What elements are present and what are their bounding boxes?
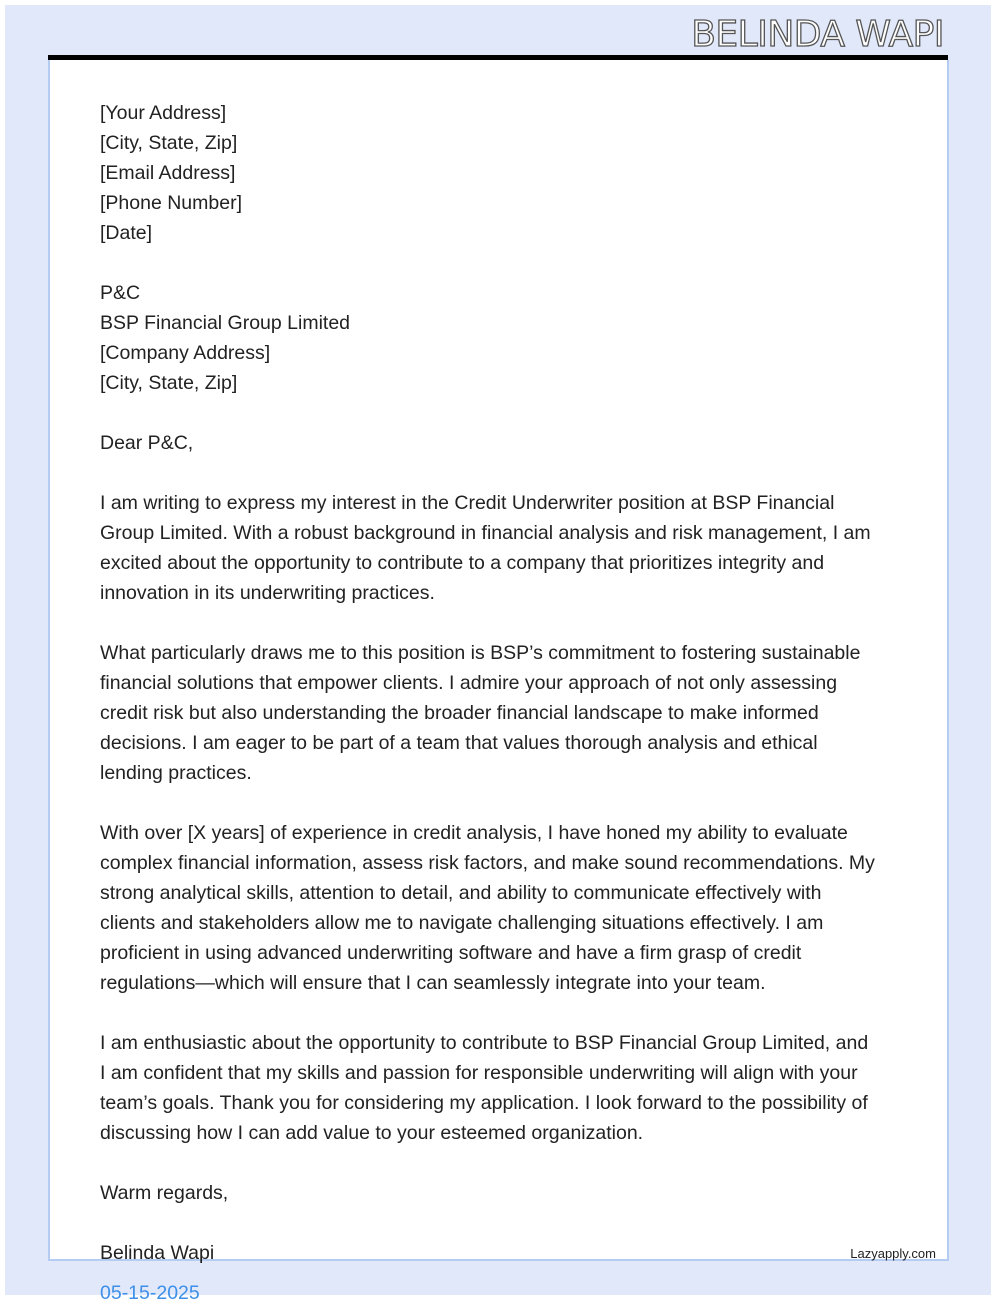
paragraph-line: lending practices.: [100, 762, 252, 784]
paragraph-line: I am enthusiastic about the opportunity to contribute to BSP Financial Group Limited, and: [100, 1032, 869, 1054]
paragraph-4: [100, 1028, 875, 1148]
paragraph-line: clients and stakeholders allow me to navigate challenging situations effectively. I am: [100, 912, 824, 934]
paragraph-line: regulations—which will ensure that I can seamlessly integrate into your team.: [100, 972, 766, 994]
sender-line: [Date]: [100, 222, 153, 244]
paragraph-line: financial solutions that empower clients. I admire your approach of not only assessing: [100, 672, 838, 694]
sender-line: [Email Address]: [100, 162, 236, 184]
recipient-line: P&C: [100, 282, 141, 304]
recipient-line: [Company Address]: [100, 342, 271, 364]
signature: Belinda Wapi: [100, 1242, 215, 1264]
closing: Warm regards,: [100, 1182, 229, 1204]
paragraph-line: innovation in its underwriting practices.: [100, 582, 435, 604]
sender-block: [100, 98, 875, 248]
letter-body: [100, 98, 875, 1268]
paragraph-line: team’s goals. Thank you for considering my application. I look forward to the possibility of: [100, 1092, 868, 1114]
recipient-line: [City, State, Zip]: [100, 372, 238, 394]
paragraph-line: decisions. I am eager to be part of a team that values thorough analysis and ethical: [100, 732, 818, 754]
sender-line: [Phone Number]: [100, 192, 242, 214]
paragraph-line: proficient in using advanced underwriting software and have a firm grasp of credit: [100, 942, 802, 964]
paragraph-line: With over [X years] of experience in credit analysis, I have honed my ability to evaluate: [100, 822, 848, 844]
paragraph-line: Group Limited. With a robust background in financial analysis and risk management, I am: [100, 522, 871, 544]
paragraph-line: excited about the opportunity to contribute to a company that prioritizes integrity and: [100, 552, 825, 574]
footer-brand: Lazyapply.com: [850, 1246, 936, 1261]
header-name: BELINDA WAPI: [691, 14, 944, 55]
paragraph-line: discussing how I can add value to your esteemed organization.: [100, 1122, 644, 1144]
paragraph-line: I am writing to express my interest in the Credit Underwriter position at BSP Financial: [100, 492, 835, 514]
sender-line: [Your Address]: [100, 102, 227, 124]
letter-date: 05-15-2025: [100, 1282, 200, 1304]
paragraph-3: [100, 818, 875, 998]
paragraph-line: What particularly draws me to this position is BSP’s commitment to fostering sustainable: [100, 642, 861, 664]
paragraph-line: credit risk but also understanding the broader financial landscape to make informed: [100, 702, 819, 724]
recipient-line: BSP Financial Group Limited: [100, 312, 351, 334]
paragraph-line: strong analytical skills, attention to detail, and ability to communicate effectively with: [100, 882, 822, 904]
sender-line: [City, State, Zip]: [100, 132, 238, 154]
paragraph-1: [100, 488, 875, 608]
salutation: Dear P&C,: [100, 432, 194, 454]
paragraph-2: [100, 638, 875, 788]
paragraph-line: complex financial information, assess risk factors, and make sound recommendations. My: [100, 852, 875, 874]
recipient-block: [100, 278, 875, 398]
paragraph-line: I am confident that my skills and passion for responsible underwriting will align with your: [100, 1062, 858, 1084]
